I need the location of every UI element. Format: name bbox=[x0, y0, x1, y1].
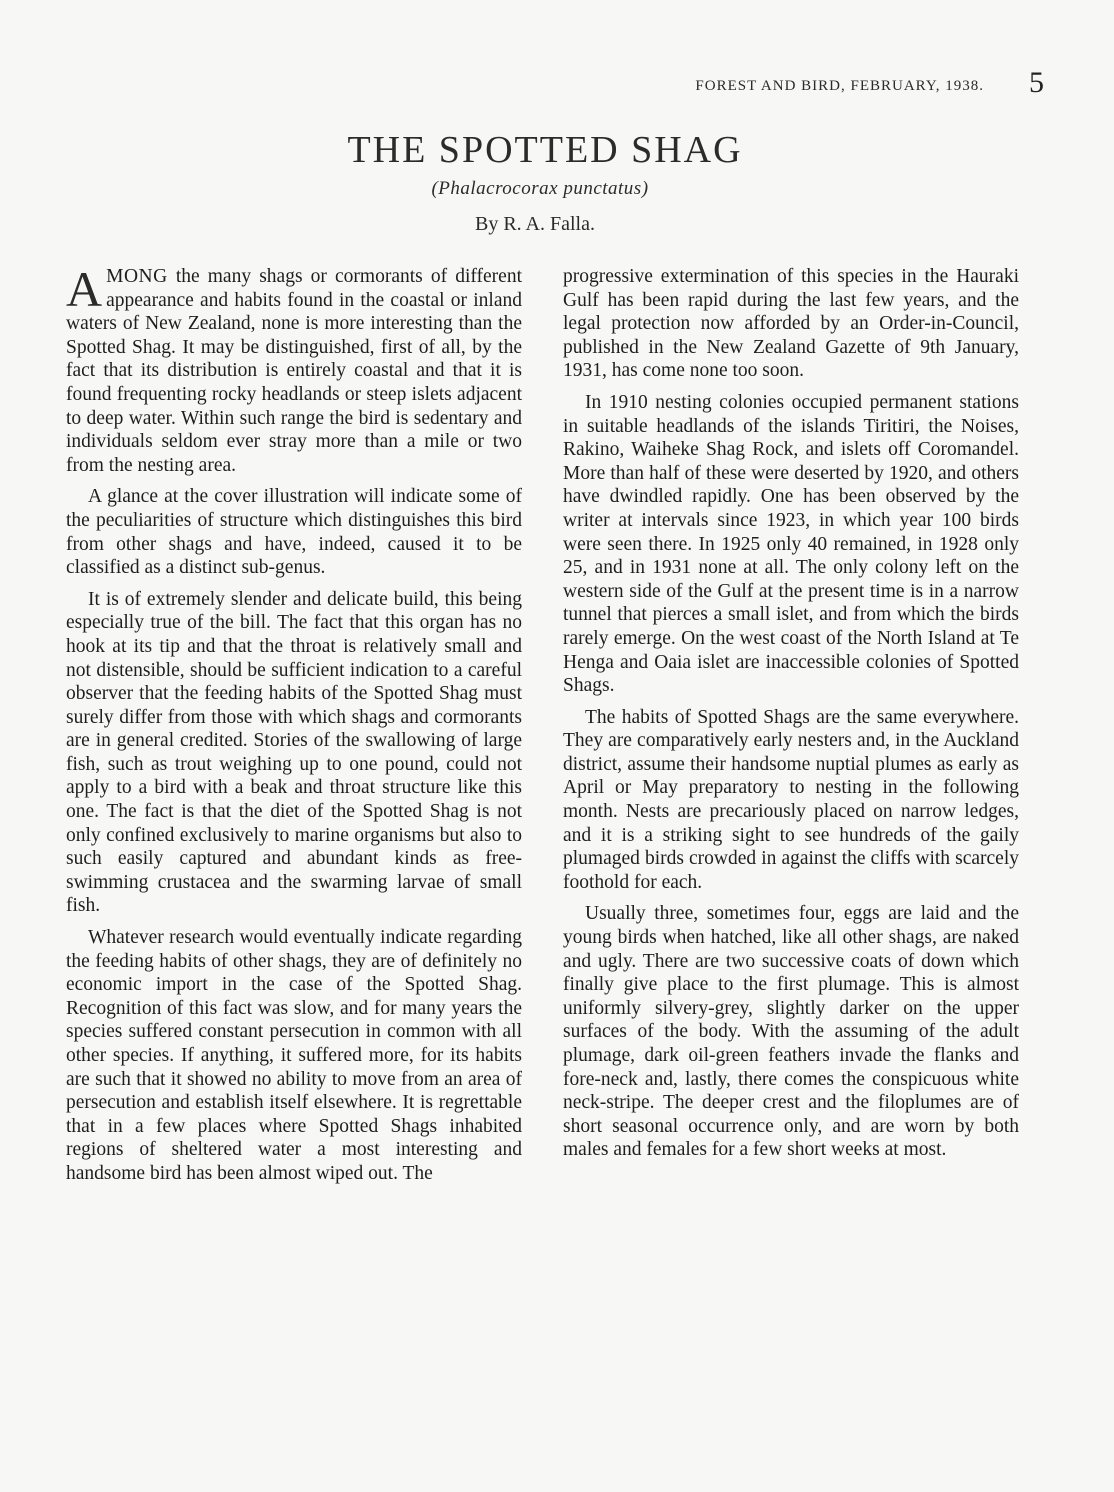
drop-cap: A bbox=[66, 261, 103, 317]
first-word: MONG bbox=[106, 266, 168, 287]
article-byline: By R. A. Falla. bbox=[474, 213, 595, 235]
paragraph: A glance at the cover illustration will indicate some of the peculiarities of structure which distinguishes this bird from other shags and have, indeed, caused it to be classified as a distinct sub-genus. bbox=[66, 486, 522, 579]
running-head: FOREST AND BIRD, FEBRUARY, 1938. bbox=[695, 78, 984, 94]
right-column bbox=[563, 265, 1019, 1170]
paragraph: Usually three, sometimes four, eggs are laid and the young birds when hatched, like all other shags, are naked and ugly. There are two successive coats of down which finally give place to the first plumage. This is almost uniformly silvery-grey, slightly darker on the upper surfaces of the body. With the assuming of the adult plumage, dark oil-green feathers invade the flanks and fore-neck and, lastly, there comes the conspicuous white neck-stripe. The deeper crest and the filoplumes are of short seasonal occurrence only, and are worn by both males and females for a few short weeks at most. bbox=[563, 903, 1019, 1161]
paragraph: In 1910 nesting colonies occupied permanent stations in suitable headlands of the islands Tiritiri, the Noises, Rakino, Waiheke Shag Rock, and islets off Coromandel. More than half of these were deserted by 1920, and others have dwindled rapidly. One has been observed by the writer at intervals since 1923, in which year 100 birds were seen there. In 1925 only 40 remained, in 1928 only 25, and in 1931 none at all. The only colony left on the western side of the Gulf at the present time is in a narrow tunnel that pierces a small islet, and from which the birds rarely emerge. On the west coast of the North Island at Te Henga and Oaia islet are inaccessible colonies of Spotted Shags. bbox=[563, 391, 1019, 697]
page-number: 5 bbox=[1029, 66, 1044, 99]
paragraph-text: the many shags or cormorants of different appearance and habits found in the coastal or inland waters of New Zealand, none is more interesting than the Spotted Shag. It may be distinguished, first of all, by the fact that its distribution is entirely coastal and that it is found frequenting rocky headlands or steep islets adjacent to deep water. Within such range the bird is sedentary and individuals seldom ever stray more than a mile or two from the nesting area. bbox=[66, 266, 522, 476]
left-column bbox=[66, 261, 522, 1194]
paragraph: Whatever research would eventually indicate regarding the feeding habits of other shags, they are of definitely no economic import in the case of the Spotted Shag. Recognition of this fact was slow, and for many years the species suffered constant persecution in common with all other species. If anything, it suffered more, for its habits are such that it showed no ability to move from an area of persecution and establish itself elsewhere. It is regrettable that in a few places where Spotted Shags inhabited regions of sheltered water a most interesting and handsome bird has been almost wiped out. The bbox=[66, 927, 522, 1184]
article-subtitle: (Phalacrocorax punctatus) bbox=[431, 178, 649, 199]
paragraph: progressive extermination of this species in the Hauraki Gulf has been rapid during the last few years, and the legal protection now afforded by an Order-in-Council, published in the New Zealand Gazette of 9th January, 1931, has come none too soon. bbox=[563, 266, 1019, 382]
article-title: THE SPOTTED SHAG bbox=[347, 129, 743, 171]
page-header bbox=[0, 66, 1114, 112]
paragraph bbox=[66, 261, 522, 477]
paragraph: The habits of Spotted Shags are the same everywhere. They are comparatively early nesters and, in the Auckland district, assume their handsome nuptial plumes as early as April or May preparatory to nesting in the following month. Nests are precariously placed on narrow ledges, and it is a striking sight to see hundreds of the gaily plumaged birds crowded in against the cliffs with scarcely foothold for each. bbox=[563, 706, 1019, 893]
paragraph: It is of extremely slender and delicate build, this being especially true of the bill. The fact that this organ has no hook at its tip and that the throat is relatively small and not distensible, should be sufficient indication to a careful observer that the feeding habits of the Spotted Shag must surely differ from those with which shags and cormorants are in general credited. Stories of the swallowing of large fish, such as trout weighing up to one pound, could not apply to a bird with a beak and throat structure like this one. The fact is that the diet of the Spotted Shag is not only confined exclusively to marine organisms but also to such easily captured and abundant kinds as free-swimming crustacea and the swarming larvae of small fish. bbox=[66, 588, 522, 917]
